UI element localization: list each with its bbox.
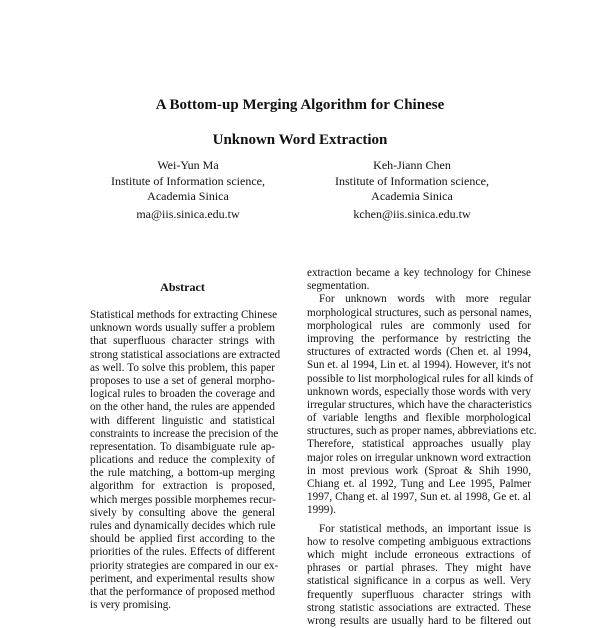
body-line: which might include erroneous extractions of bbox=[307, 548, 531, 561]
abstract-line: logical rules to broaden the coverage and bbox=[90, 388, 275, 401]
abstract-line: is very promising. bbox=[90, 599, 172, 612]
body-line: extraction became a key technology for Chinese bbox=[307, 267, 531, 279]
abstract-line: periment, and experimental results show bbox=[90, 572, 275, 585]
body-line: structures, such as proper names, abbreviations etc. bbox=[307, 425, 537, 438]
body-line: Chiang et. al 1992, Tung and Lee 1995, Palmer bbox=[307, 478, 531, 490]
abstract-line: the rule matching, a bottom-up merging bbox=[90, 467, 275, 480]
author-email: kchen@iis.sinica.edu.tw bbox=[353, 206, 471, 221]
body-line: 1997, Chang et. al 1997, Sun et. al 1998, Ge et. al bbox=[307, 491, 531, 504]
abstract-line: which merges possible morphemes recur- bbox=[90, 493, 276, 506]
abstract-line: algorithm for extraction is proposed, bbox=[90, 480, 275, 493]
author-institution: Academia Sinica bbox=[147, 189, 229, 203]
abstract-line: rules and dynamically decides which rule bbox=[90, 520, 276, 532]
paper-title-line-2: Unknown Word Extraction bbox=[212, 132, 388, 148]
body-line: Sun et. al 1994, Lin et. al 1994). However, it's not bbox=[307, 359, 531, 372]
paper-title-line-1: A Bottom-up Merging Algorithm for Chinese bbox=[155, 97, 445, 113]
author-name: Wei-Yun Ma bbox=[157, 158, 219, 172]
body-line: statistical significance in a corpus as well. Very bbox=[307, 575, 531, 588]
abstract-line: representation. To disambiguate rule ap- bbox=[90, 440, 275, 453]
body-line: strong statistic associations are extracted. These bbox=[307, 601, 531, 614]
abstract-text bbox=[90, 309, 281, 612]
abstract-line: with different linguistic and statistical bbox=[90, 414, 275, 427]
author-name: Keh-Jiann Chen bbox=[373, 158, 451, 172]
author-block-2 bbox=[297, 158, 527, 222]
abstract-line: Statistical methods for extracting Chinese bbox=[90, 309, 278, 321]
author-email: ma@iis.sinica.edu.tw bbox=[136, 206, 240, 221]
body-line: wrong results are usually hard to be filtered out bbox=[307, 614, 531, 627]
body-text bbox=[307, 267, 537, 628]
author-institution: Academia Sinica bbox=[371, 189, 453, 203]
author-affiliation: Institute of Information science, bbox=[335, 173, 489, 188]
body-line: major roles on irregular unknown word extraction bbox=[307, 451, 531, 464]
abstract-line: plications and reduce the complexity of bbox=[90, 454, 275, 467]
body-line: structures of extracted words (Chen et. al 1994, bbox=[307, 346, 531, 359]
body-line: morphological rules are commonly used for bbox=[307, 319, 531, 332]
abstract-line: that the performance of proposed method bbox=[90, 585, 275, 598]
body-line: segmentation. bbox=[307, 280, 370, 293]
body-line: frequently superfluous character strings with bbox=[307, 588, 531, 601]
body-line: 1999). bbox=[307, 504, 336, 517]
body-line: how to resolve competing ambiguous extractions bbox=[307, 535, 531, 548]
body-line: improving the performance by restricting the bbox=[307, 332, 531, 345]
body-line: possible to list morphological rules for all kinds of bbox=[307, 372, 534, 385]
body-line: For statistical methods, an important issue is bbox=[319, 522, 531, 535]
body-line: morphological structures, such as personal names, bbox=[307, 306, 532, 319]
body-line: in most previous work (Sproat & Shih 1990, bbox=[307, 464, 531, 477]
author-block-1 bbox=[73, 158, 303, 222]
abstract-line: should be applied first according to the bbox=[90, 533, 275, 546]
body-line: of variable lengths and flexible morphological bbox=[307, 412, 531, 425]
abstract-line: on the other hand, the rules are appended bbox=[90, 401, 275, 414]
abstract-line: sively by consulting above the general bbox=[90, 506, 275, 519]
body-line: For unknown words with more regular bbox=[319, 293, 531, 306]
abstract-line: as well. To solve this problem, this paper bbox=[90, 361, 275, 374]
body-line: Therefore, statistical approaches usually play bbox=[307, 438, 531, 451]
body-line: phrases or partial phrases. They might have bbox=[307, 562, 531, 575]
abstract-line: priorities of the rules. Effects of different bbox=[90, 546, 275, 559]
abstract-line: that superfluous character strings with bbox=[90, 335, 275, 348]
abstract-line: priority strategies are compared in our ex- bbox=[90, 559, 279, 572]
abstract-line: constraints to increase the precision of the bbox=[90, 427, 279, 440]
abstract-line: strong statistical associations are extracted bbox=[90, 348, 281, 361]
abstract-line: unknown words usually suffer a problem bbox=[90, 322, 275, 335]
body-line: unknown words, especially those words with very bbox=[307, 385, 532, 398]
abstract-line: proposes to use a set of general morpho- bbox=[90, 374, 275, 387]
body-line: irregular structures, which have the characteristics bbox=[307, 398, 532, 411]
author-affiliation: Institute of Information science, bbox=[111, 173, 265, 188]
abstract-heading: Abstract bbox=[160, 280, 205, 294]
